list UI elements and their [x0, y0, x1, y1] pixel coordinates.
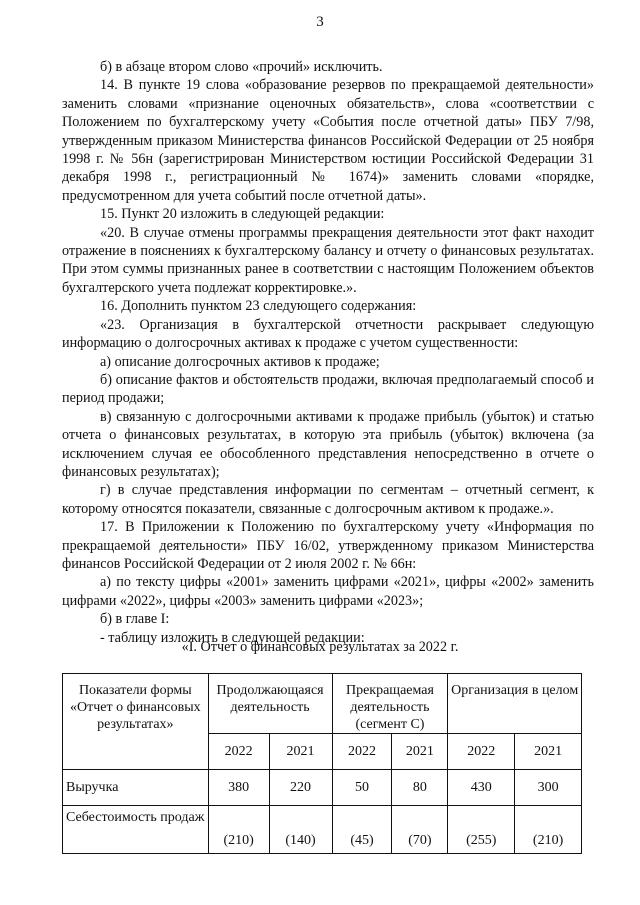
paragraph: «23. Организация в бухгалтерской отчетности раскрывает следующую информацию о долгосрочных активах к продаже с учетом существенности: [62, 316, 594, 352]
year-header: 2022 [448, 734, 515, 770]
column-header-indicators: Показатели формы «Отчет о финансовых результатах» [63, 674, 209, 770]
year-header: 2021 [269, 734, 332, 770]
table-cell: (70) [392, 806, 448, 854]
table-cell: (140) [269, 806, 332, 854]
paragraph: а) описание долгосрочных активов к продаже; [100, 353, 380, 370]
table-cell: 300 [515, 770, 582, 806]
document-body [62, 58, 594, 647]
paragraph: в) связанную с долгосрочными активами к продаже прибыль (убыток) и статью отчета о финансовых результатах, в которую эта прибыль (убыток) включена (за исключением случая ее обособленного представления непосредственно в отчете о финансовых результатах); [62, 408, 594, 480]
table-cell: 50 [332, 770, 392, 806]
table-cell: 80 [392, 770, 448, 806]
page-number: 3 [316, 14, 324, 30]
column-header-total: Организация в целом [448, 674, 582, 734]
paragraph: а) по тексту цифры «2001» заменить цифрами «2021», цифры «2002» заменить цифрами «2022», цифры «2003» заменить цифрами «2023»; [62, 574, 594, 609]
column-header-continuing: Продолжающаяся деятельность [208, 674, 332, 734]
table-cell: (210) [515, 806, 582, 854]
row-label: Себестоимость продаж [63, 806, 209, 854]
table-cell: 430 [448, 770, 515, 806]
table-cell: 220 [269, 770, 332, 806]
table-row [63, 806, 582, 854]
paragraph: б) описание фактов и обстоятельств продажи, включая предполагаемый способ и период продажи; [62, 371, 594, 407]
paragraph: 16. Дополнить пунктом 23 следующего содержания: [100, 298, 417, 315]
paragraph: - таблицу изложить в следующей редакции: [100, 629, 365, 646]
paragraph: г) в случае представления информации по сегментам – отчетный сегмент, к которому относятся показатели, связанные с долгосрочным активом к продаже.». [62, 482, 594, 517]
table-title: «I. Отчет о финансовых результатах за 2022 г. [181, 639, 459, 655]
table-cell: (45) [332, 806, 392, 854]
financial-results-table [62, 673, 582, 854]
paragraph: 17. В Приложении к Положению по бухгалтерскому учету «Информация по прекращаемой деятельности» ПБУ 16/02, утвержденному приказом Министерства финансов Российской Федерации от 2 июля 2002 г. № 66н: [62, 519, 594, 572]
table-row [63, 770, 582, 806]
paragraph: б) в абзаце втором слово «прочий» исключить. [100, 59, 383, 75]
row-label: Выручка [63, 770, 209, 806]
year-header: 2021 [515, 734, 582, 770]
table-cell: 380 [208, 770, 269, 806]
year-header: 2022 [208, 734, 269, 770]
column-header-discontinued: Прекращаемая деятельность (сегмент С) [332, 674, 448, 734]
year-header: 2022 [332, 734, 392, 770]
paragraph: «20. В случае отмены программы прекращения деятельности этот факт находит отражение в пояснениях к бухгалтерскому балансу и отчету о финансовых результатах. При этом суммы признанных ранее в соответствии с настоящим Положением объектов бухгалтерского учета подлежат корректировке.». [62, 224, 594, 296]
table-cell: (210) [208, 806, 269, 854]
paragraph: 14. В пункте 19 слова «образование резервов по прекращаемой деятельности» заменить словами «признание оценочных обязательств», слова «соответствии с Положением по бухгалтерскому учету «События после отчетной даты» ПБУ 7/98, утвержденным приказом Министерства финансов Российской Федерации от 25 ноября 1998 г. № 56н (зарегистрирован Министерством юстиции Российской Федерации 31 декабря 1998 г., регистрационный № 1674)» заменить словами «порядке, предусмотренном для учета событий после отчетной даты». [62, 77, 594, 204]
year-header: 2021 [392, 734, 448, 770]
table-cell: (255) [448, 806, 515, 854]
paragraph: 15. Пункт 20 изложить в следующей редакции: [100, 206, 385, 223]
paragraph: б) в главе I: [100, 611, 170, 628]
